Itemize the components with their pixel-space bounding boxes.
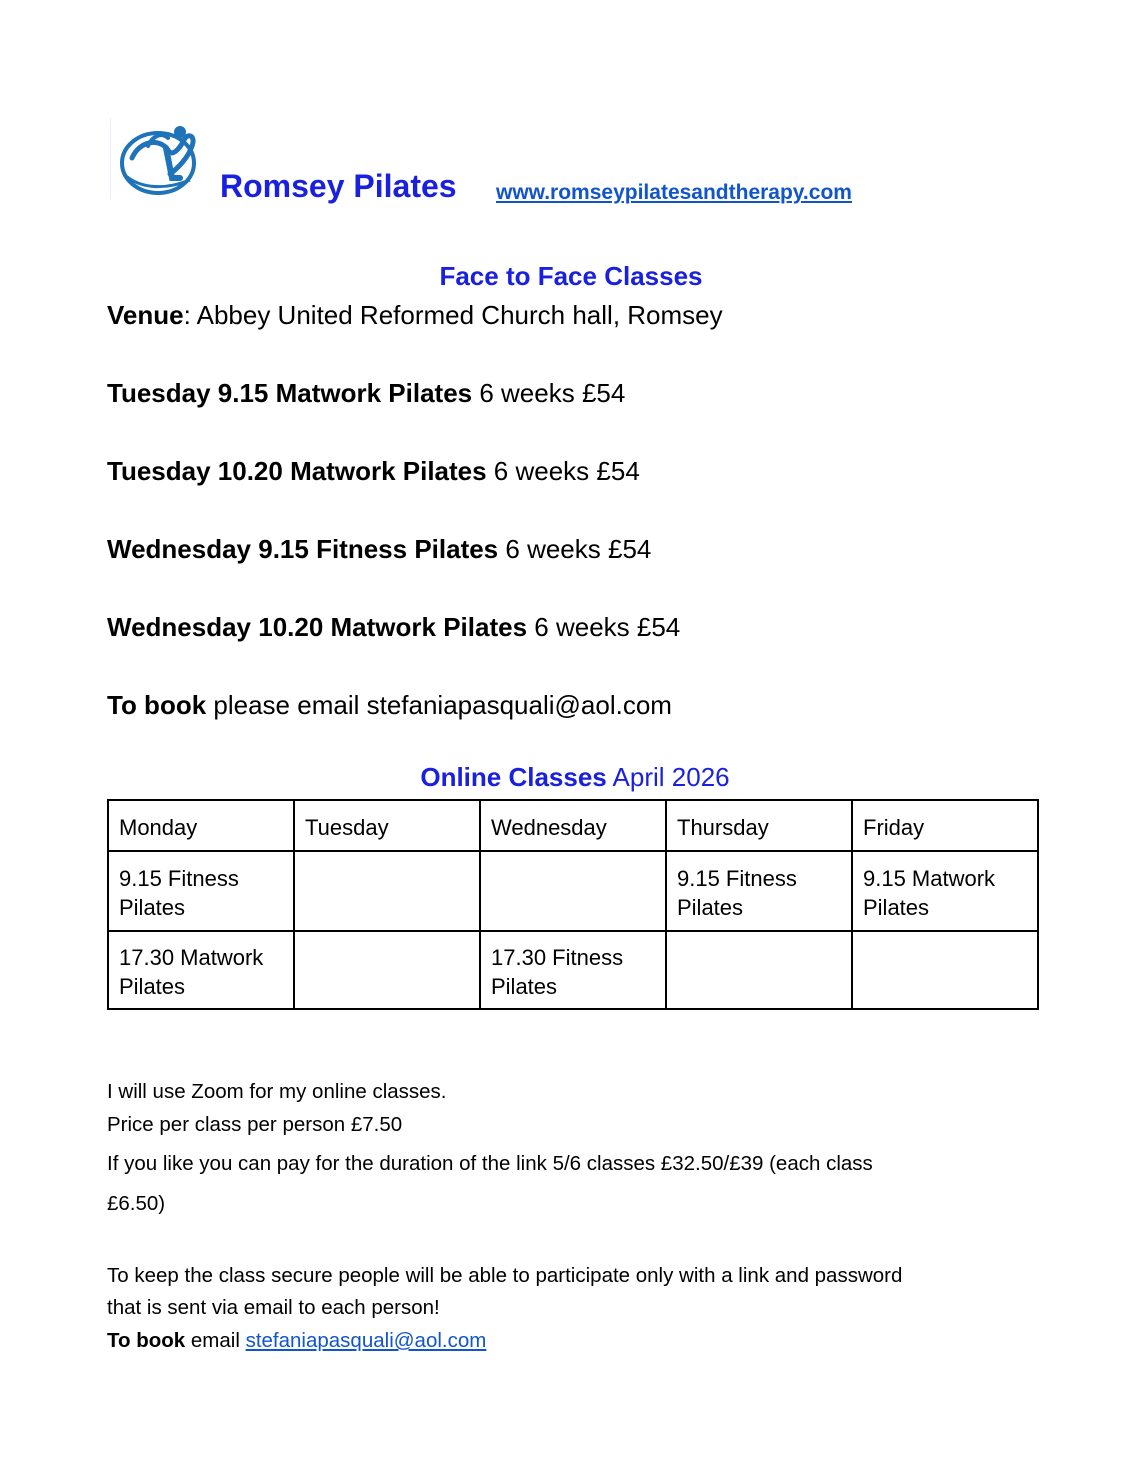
book-text: please email stefaniapasquali@aol.com <box>206 690 672 720</box>
online-classes-heading <box>0 762 1142 793</box>
class-line <box>107 612 680 643</box>
table-cell: 17.30 Fitness Pilates <box>480 931 666 1009</box>
table-header-row <box>108 800 1038 851</box>
booking-line <box>107 690 672 721</box>
class-name: Wednesday 9.15 Fitness Pilates <box>107 534 499 564</box>
table-cell: 9.15 Fitness Pilates <box>108 851 294 931</box>
class-name: Tuesday 10.20 Matwork Pilates <box>107 456 487 486</box>
table-cell: 9.15 Fitness Pilates <box>666 851 852 931</box>
table-header-cell: Monday <box>108 800 294 851</box>
zoom-note: I will use Zoom for my online classes. <box>107 1080 447 1103</box>
security-note-cont: that is sent via email to each person! <box>107 1296 440 1319</box>
class-details: 6 weeks £54 <box>472 378 626 408</box>
book-text: email <box>185 1329 246 1352</box>
table-cell <box>294 931 480 1009</box>
table-header-cell: Thursday <box>666 800 852 851</box>
book-label: To book <box>107 1329 186 1352</box>
venue-line <box>107 300 723 331</box>
table-cell: 17.30 Matwork Pilates <box>108 931 294 1009</box>
table-cell <box>294 851 480 931</box>
class-line <box>107 378 625 409</box>
security-note: To keep the class secure people will be able to participate only with a link and password <box>107 1264 903 1287</box>
table-header-cell: Friday <box>852 800 1038 851</box>
table-cell <box>480 851 666 931</box>
venue-label: Venue <box>107 300 184 330</box>
class-details: 6 weeks £54 <box>527 612 681 642</box>
price-note: Price per class per person £7.50 <box>107 1113 403 1136</box>
class-line <box>107 456 640 487</box>
class-name: Tuesday 9.15 Matwork Pilates <box>107 378 473 408</box>
class-name: Wednesday 10.20 Matwork Pilates <box>107 612 528 642</box>
table-header-cell: Tuesday <box>294 800 480 851</box>
online-heading-month: April 2026 <box>606 762 730 792</box>
table-cell <box>852 931 1038 1009</box>
table-header-cell: Wednesday <box>480 800 666 851</box>
table-cell <box>666 931 852 1009</box>
venue-value: : Abbey United Reformed Church hall, Romsey <box>183 300 723 330</box>
table-cell: 9.15 Matwork Pilates <box>852 851 1038 931</box>
link-payment-note: If you like you can pay for the duration of the link 5/6 classes £32.50/£39 (each class <box>107 1152 873 1175</box>
table-row <box>108 931 1038 1009</box>
website-link[interactable]: www.romseypilatesandtherapy.com <box>496 181 852 204</box>
book-label: To book <box>107 690 207 720</box>
romsey-pilates-logo <box>110 118 210 200</box>
online-booking-line <box>107 1329 486 1353</box>
table-row <box>108 851 1038 931</box>
link-payment-note-cont: £6.50) <box>107 1192 166 1215</box>
online-schedule-table <box>107 799 1039 1010</box>
online-heading-bold: Online Classes <box>420 762 607 792</box>
email-link[interactable]: stefaniapasquali@aol.com <box>245 1329 487 1352</box>
face-to-face-heading: Face to Face Classes <box>439 261 703 291</box>
class-details: 6 weeks £54 <box>486 456 640 486</box>
page-title: Romsey Pilates <box>220 168 457 204</box>
class-line <box>107 534 651 565</box>
class-details: 6 weeks £54 <box>498 534 652 564</box>
